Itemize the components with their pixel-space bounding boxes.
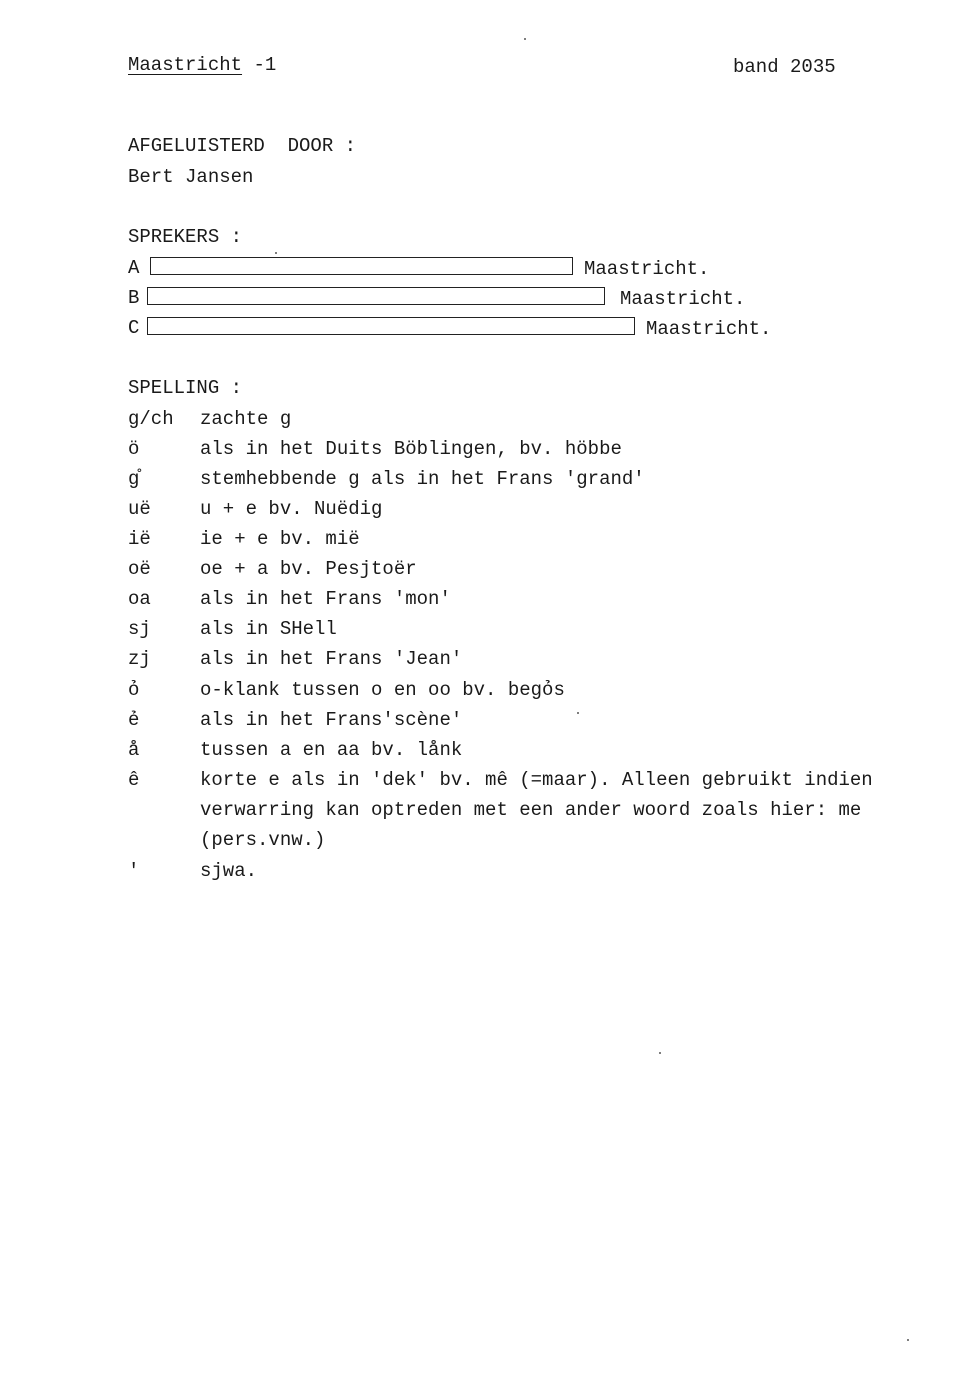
spelling-symbol: å	[128, 739, 140, 761]
speaker-letter-a: A	[128, 257, 140, 279]
spelling-symbol: ê	[128, 769, 140, 791]
redacted-name-box	[147, 287, 605, 305]
spelling-description: als in het Frans 'mon'	[200, 588, 451, 610]
speaker-letter-b: B	[128, 287, 140, 309]
document-title	[128, 54, 276, 76]
spelling-description: zachte g	[200, 408, 292, 430]
sprekers-label: SPREKERS :	[128, 226, 243, 248]
spelling-symbol: g/ch	[128, 408, 174, 430]
speaker-letter-c: C	[128, 317, 140, 339]
spelling-description: als in het Frans'scène'	[200, 709, 463, 731]
title-place: Maastricht	[128, 54, 243, 76]
scan-speck	[275, 252, 277, 254]
spelling-description: sjwa.	[200, 860, 258, 882]
spelling-description: u + e bv. Nuëdig	[200, 498, 383, 520]
speaker-place-c: Maastricht.	[646, 318, 772, 340]
spelling-symbol: ỏ	[128, 679, 140, 701]
spelling-label: SPELLING :	[128, 377, 243, 399]
spelling-symbol: oa	[128, 588, 151, 610]
scan-speck	[659, 1052, 661, 1054]
speaker-place-a: Maastricht.	[584, 258, 710, 280]
spelling-description: als in het Duits Böblingen, bv. höbbe	[200, 438, 622, 460]
spelling-description: o-klank tussen o en oo bv. begỏs	[200, 679, 565, 701]
scan-speck	[907, 1339, 909, 1341]
redacted-name-box	[150, 257, 573, 275]
title-suffix: -1	[253, 54, 277, 76]
band-number: band 2035	[733, 56, 836, 78]
transcriber-name: Bert Jansen	[128, 166, 254, 188]
spelling-symbol: zj	[128, 648, 151, 670]
spelling-symbol: ẻ	[128, 709, 140, 731]
spelling-symbol: ö	[128, 438, 140, 460]
spelling-symbol: uë	[128, 498, 151, 520]
speaker-place-b: Maastricht.	[620, 288, 746, 310]
spelling-description: oe + a bv. Pesjtoër	[200, 558, 417, 580]
spelling-description: korte e als in 'dek' bv. mê (=maar). Alleen gebruikt indien verwarring kan optreden met een ander woord zoals hier: me (pers.vnw.)	[200, 769, 873, 851]
spelling-symbol: sj	[128, 618, 151, 640]
spelling-symbol: oë	[128, 558, 151, 580]
spelling-description: stemhebbende g als in het Frans 'grand'	[200, 468, 645, 490]
spelling-symbol: ië	[128, 528, 151, 550]
redacted-name-box	[147, 317, 635, 335]
spelling-description: als in SHell	[200, 618, 337, 640]
afgeluisterd-label: AFGELUISTERD DOOR :	[128, 135, 357, 157]
scan-speck	[524, 38, 526, 40]
scan-speck	[577, 712, 579, 714]
spelling-description: als in het Frans 'Jean'	[200, 648, 463, 670]
spelling-description: tussen a en aa bv. lånk	[200, 739, 463, 761]
spelling-symbol: g̊	[128, 468, 140, 490]
spelling-symbol: '	[128, 860, 140, 882]
spelling-description: ie + e bv. mië	[200, 528, 360, 550]
